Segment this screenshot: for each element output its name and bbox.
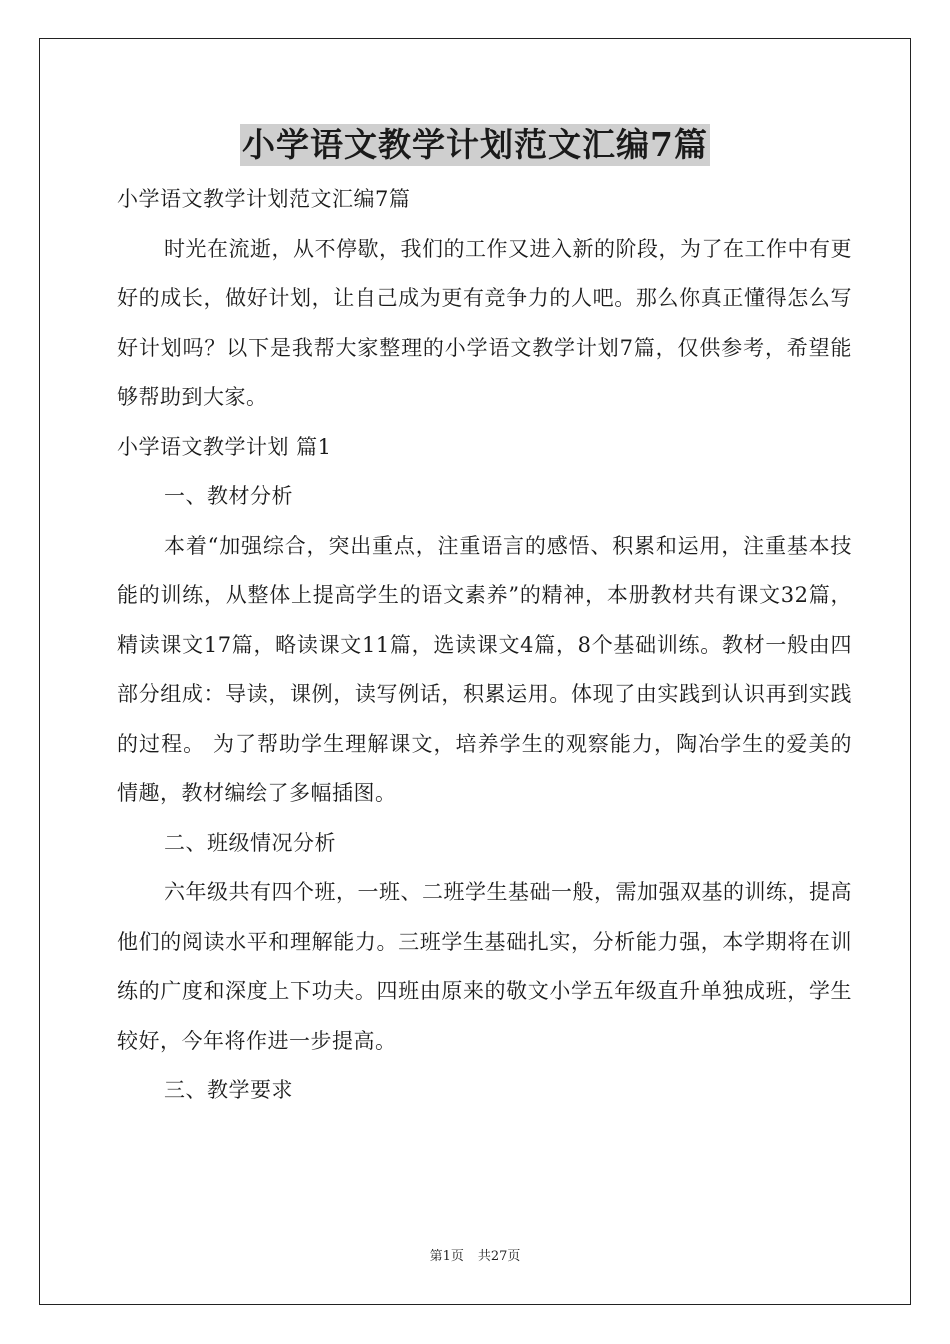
- heading-textbook-analysis: 一、教材分析: [164, 484, 293, 508]
- heading-class-analysis: 二、班级情况分析: [164, 830, 336, 855]
- title-container: [0, 124, 950, 166]
- document-title: 小学语文教学计划范文汇编7篇: [242, 125, 708, 164]
- intro-paragraph: 时光在流逝，从不停歇，我们的工作又进入新的阶段，为了在工作中有更好的成长，做好计划，让自己成为更有竞争力的人吧。那么你真正懂得怎么写好计划吗？以下是我帮大家整理的小学语文教学计划7篇，仅供参考，希望能够帮助到大家。: [117, 236, 852, 409]
- textbook-analysis-paragraph: 本着“加强综合，突出重点，注重语言的感悟、积累和运用，注重基本技能的训练，从整体上提高学生的语文素养”的精神，本册教材共有课文32篇，精读课文17篇，略读课文11篇，选读课文4篇，8个基础训练。教材一般由四部分组成：导读，课例，读写例话，积累运用。体现了由实践到认识再到实践的过程。 为了帮助学生理解课文，培养学生的观察能力，陶冶学生的爱美的情趣，教材编绘了多幅插图。: [117, 533, 852, 805]
- page-footer: [0, 1247, 950, 1267]
- section-heading-plan-1: 小学语文教学计划 篇1: [117, 434, 332, 459]
- heading-teaching-requirements: 三、教学要求: [164, 1078, 293, 1102]
- page-number: 第1页: [429, 1249, 464, 1264]
- document-body: [117, 175, 852, 1116]
- subtitle-paragraph: 小学语文教学计划范文汇编7篇: [117, 187, 411, 211]
- page-total: 共27页: [477, 1249, 521, 1264]
- class-analysis-paragraph: 六年级共有四个班，一班、二班学生基础一般，需加强双基的训练，提高他们的阅读水平和理解能力。三班学生基础扎实，分析能力强，本学期将在训练的广度和深度上下功夫。四班由原来的敬文小学五年级直升单独成班，学生较好，今年将作进一步提高。: [117, 880, 852, 1053]
